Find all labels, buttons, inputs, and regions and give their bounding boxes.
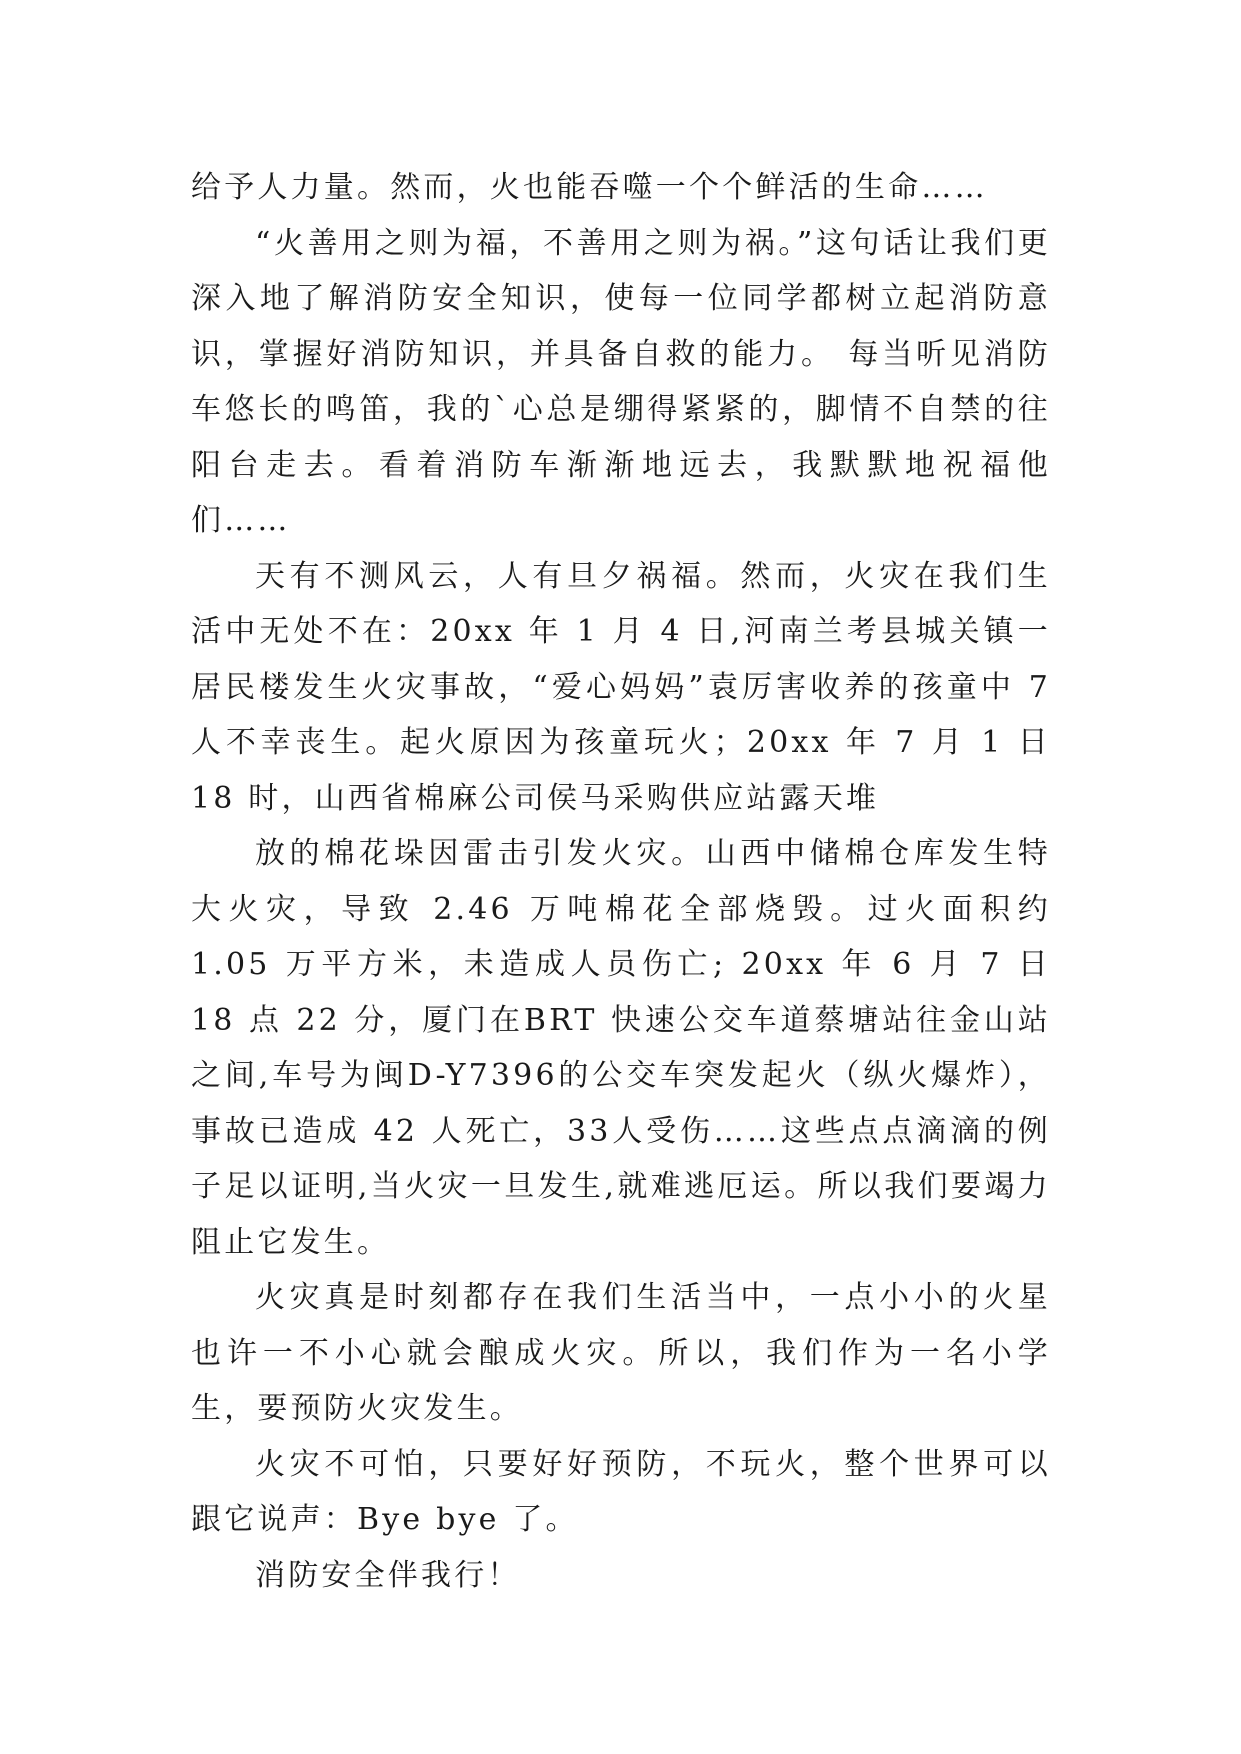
text-line: 丧生。起火原因为孩童玩火；20xx 年 7 月 1 日 18 时，山西	[191, 725, 1051, 816]
text-line: 就难逃厄运。所以我们要竭力阻止它发生。	[191, 1169, 1051, 1260]
paragraph-2	[191, 216, 1051, 549]
text-line: “火善用之则为福，不善用之则为祸。”这句话让我们	[255, 225, 1018, 261]
paragraph-7	[191, 1548, 1051, 1604]
document-body	[191, 160, 1051, 1603]
text-line: 车悠长的鸣笛，我的`心总是绷得紧紧的，脚情不自禁的往	[191, 392, 1051, 427]
text-line: 的公交车突发起火（纵火爆炸），事故已造成 42 人死亡，33	[191, 1058, 1051, 1149]
paragraph-5	[191, 1270, 1051, 1437]
text-line: 预防火灾发生。	[290, 1391, 524, 1426]
paragraph-6	[191, 1437, 1051, 1548]
text-line: 给予人力量。然而，火也能吞噬一个个鲜活的生命……	[191, 170, 988, 205]
text-line: 在BRT 快速公交车道蔡塘站往金山站之间,车号为闽D-Y7396	[191, 1002, 1051, 1093]
text-line: 火灾不可怕，只要好好预防，不玩火，整个世界可以跟	[191, 1446, 1051, 1537]
text-line: 识，掌握好消防知识，并具备自救的能力。 每当听见消防	[191, 336, 1051, 372]
text-line: 人受伤……这些点点滴滴的例子足以证明,当火灾一旦发生,	[191, 1113, 1052, 1204]
paragraph-3	[191, 549, 1051, 827]
text-line: 省棉麻公司侯马采购供应站露天堆	[381, 780, 880, 816]
text-line: 中无处不在：20xx 年 1 月 4 日,河南兰考县城关镇一居民楼	[191, 614, 1052, 705]
text-line: 消防安全伴我行！	[255, 1557, 521, 1593]
text-line: 它说声：Bye bye 了。	[224, 1502, 579, 1537]
paragraph-1	[191, 160, 1051, 216]
text-line: 火灾真是时刻都存在我们生活当中，一点小小的火星也	[191, 1280, 1051, 1371]
text-line: 方米，未造成人员伤亡; 20xx 年 6 月 7 日 18 点 22 分，厦门	[191, 947, 1052, 1038]
text-line: 火灾，导致 2.46 万吨棉花全部烧毁。过火面积约 1.05 万平	[191, 891, 1051, 982]
text-line: 放的棉花垛因雷击引发火灾。山西中储棉仓库发生特大	[191, 836, 1051, 927]
text-line: 发生火灾事故，“爱心妈妈”袁厉害收养的孩童中 7 人不幸	[191, 669, 1051, 760]
paragraph-4	[191, 826, 1051, 1270]
text-line: 阳台走去。看着消防车渐渐地远去，我默默地祝福他们……	[191, 447, 1051, 538]
text-line: 更深入地了解消防安全知识，使每一位同学都树立起消防意	[191, 225, 1051, 316]
text-line: 许一不小心就会酿成火灾。所以，我们作为一名小学生，要	[191, 1335, 1051, 1426]
text-line: 天有不测风云，人有旦夕祸福。然而，火灾在我们生活	[191, 558, 1051, 649]
